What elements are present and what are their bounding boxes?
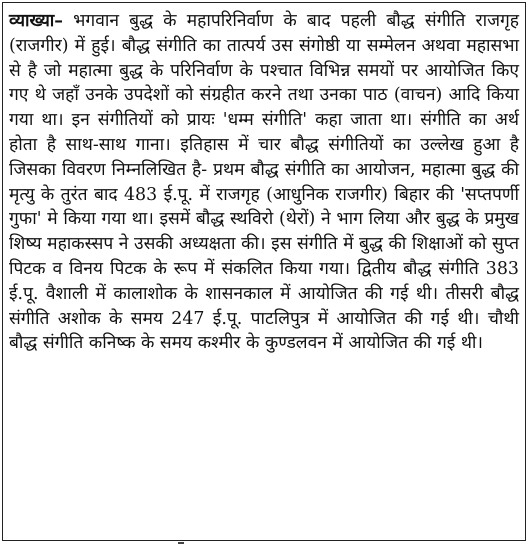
explanation-box [2, 2, 526, 541]
explanation-label: व्याख्या– [9, 11, 63, 31]
explanation-text: भगवान बुद्ध के महापरिनिर्वाण के बाद पहली बौद्ध संगीति राजगृह (राजगीर) में हुई। बौद्ध संगीति का तात्पर्य उस संगोष्ठी या सम्मेलन अथवा महासभा से है जो महात्मा बुद्ध के परिनिर्वाण के पश्चात विभिन्न समयों पर आयोजित किए गए थे जहाँ उनके उपदेशों को संग्रहीत करने तथा उनका पाठ (वाचन) आदि किया गया था। इन संगीतियों को प्रायः 'धम्म संगीति' कहा जाता था। संगीति का अर्थ होता है साथ-साथ गाना। इतिहास में चार बौद्ध संगीतियों का उल्लेख हुआ है जिसका विवरण निम्नलिखित है- प्रथम बौद्ध संगीति का आयोजन, महात्मा बुद्ध की मृत्यु के तुरंत बाद 483 ई.पू. में राजगृह (आधुनिक राजगीर) बिहार की 'सप्तपर्णी गुफा' मे किया गया था। इसमें बौद्ध स्थविरो (थेरों) ने भाग लिया और बुद्ध के प्रमुख शिष्य महाकस्सप ने उसकी अध्यक्षता की। इस संगीति में बुद्ध की शिक्षाओं को सुप्त पिटक व विनय पिटक के रूप में संकलित किया गया। द्वितीय बौद्ध संगीति 383 ई.पू. वैशाली में कालाशोक के शासनकाल में आयोजित की गई थी। तीसरी बौद्ध संगीति अशोक के समय 247 ई.पू. पाटलिपुत्र में आयोजित की गई थी। चौथी बौद्ध संगीति कनिष्क के समय कश्मीर के कुण्डलवन में आयोजित की गई थी। [9, 11, 519, 354]
